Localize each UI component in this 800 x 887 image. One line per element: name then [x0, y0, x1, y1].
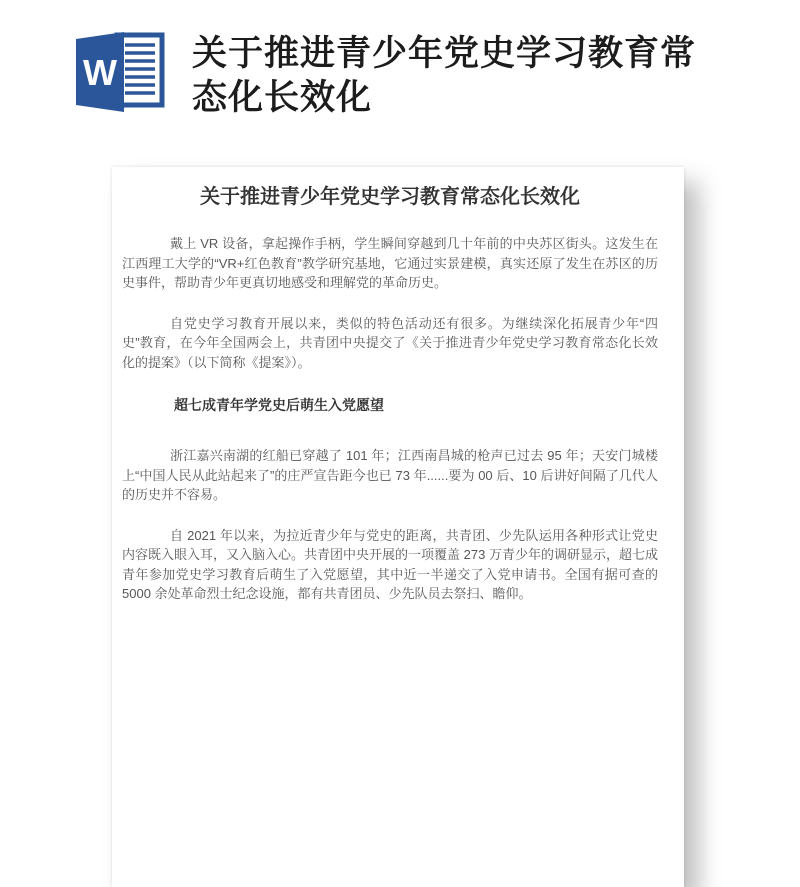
- document-preview-page: [112, 167, 684, 887]
- word-file-icon: [66, 26, 170, 116]
- document-subheading: 超七成青年学党史后萌生入党愿望: [174, 397, 384, 413]
- page-title: 关于推进青少年党史学习教育常态化长效化: [192, 34, 697, 117]
- page-header: [0, 0, 800, 120]
- word-icon-letter: W: [83, 52, 117, 93]
- document-paragraph: 自党史学习教育开展以来，类似的特色活动还有很多。为继续深化拓展青少年“四史”教育，在今年全国两会上，共青团中央提交了《关于推进青少年党史学习教育常态化长效化的提案》（以下简称《提案》）。: [122, 315, 658, 370]
- document-paragraph: 戴上 VR 设备，拿起操作手柄，学生瞬间穿越到几十年前的中央苏区街头。这发生在江西理工大学的“VR+红色教育”教学研究基地，它通过实景建模，真实还原了发生在苏区的历史事件，帮助青少年更真切地感受和理解党的革命历史。: [122, 236, 658, 290]
- document-paragraph: 浙江嘉兴南湖的红船已穿越了 101 年；江西南昌城的枪声已过去 95 年；天安门城楼上“中国人民从此站起来了”的庄严宣告距今也已 73 年......要为 00 后、10 后讲好间隔了几代人的历史并不容易。: [122, 448, 658, 502]
- document-paragraph: 自 2021 年以来，为拉近青少年与党史的距离，共青团、少先队运用各种形式让党史内容既入眼入耳，又入脑入心。共青团中央开展的一项覆盖 273 万青少年的调研显示，超七成青年参加党史学习教育后萌生了入党愿望，其中近一半递交了入党申请书。全国有据可查的 5000 余处革命烈士纪念设施，都有共青团员、少先队员去祭扫、瞻仰。: [122, 527, 658, 601]
- word-icon-front-panel: [76, 32, 124, 112]
- document-title: 关于推进青少年党史学习教育常态化长效化: [200, 186, 580, 208]
